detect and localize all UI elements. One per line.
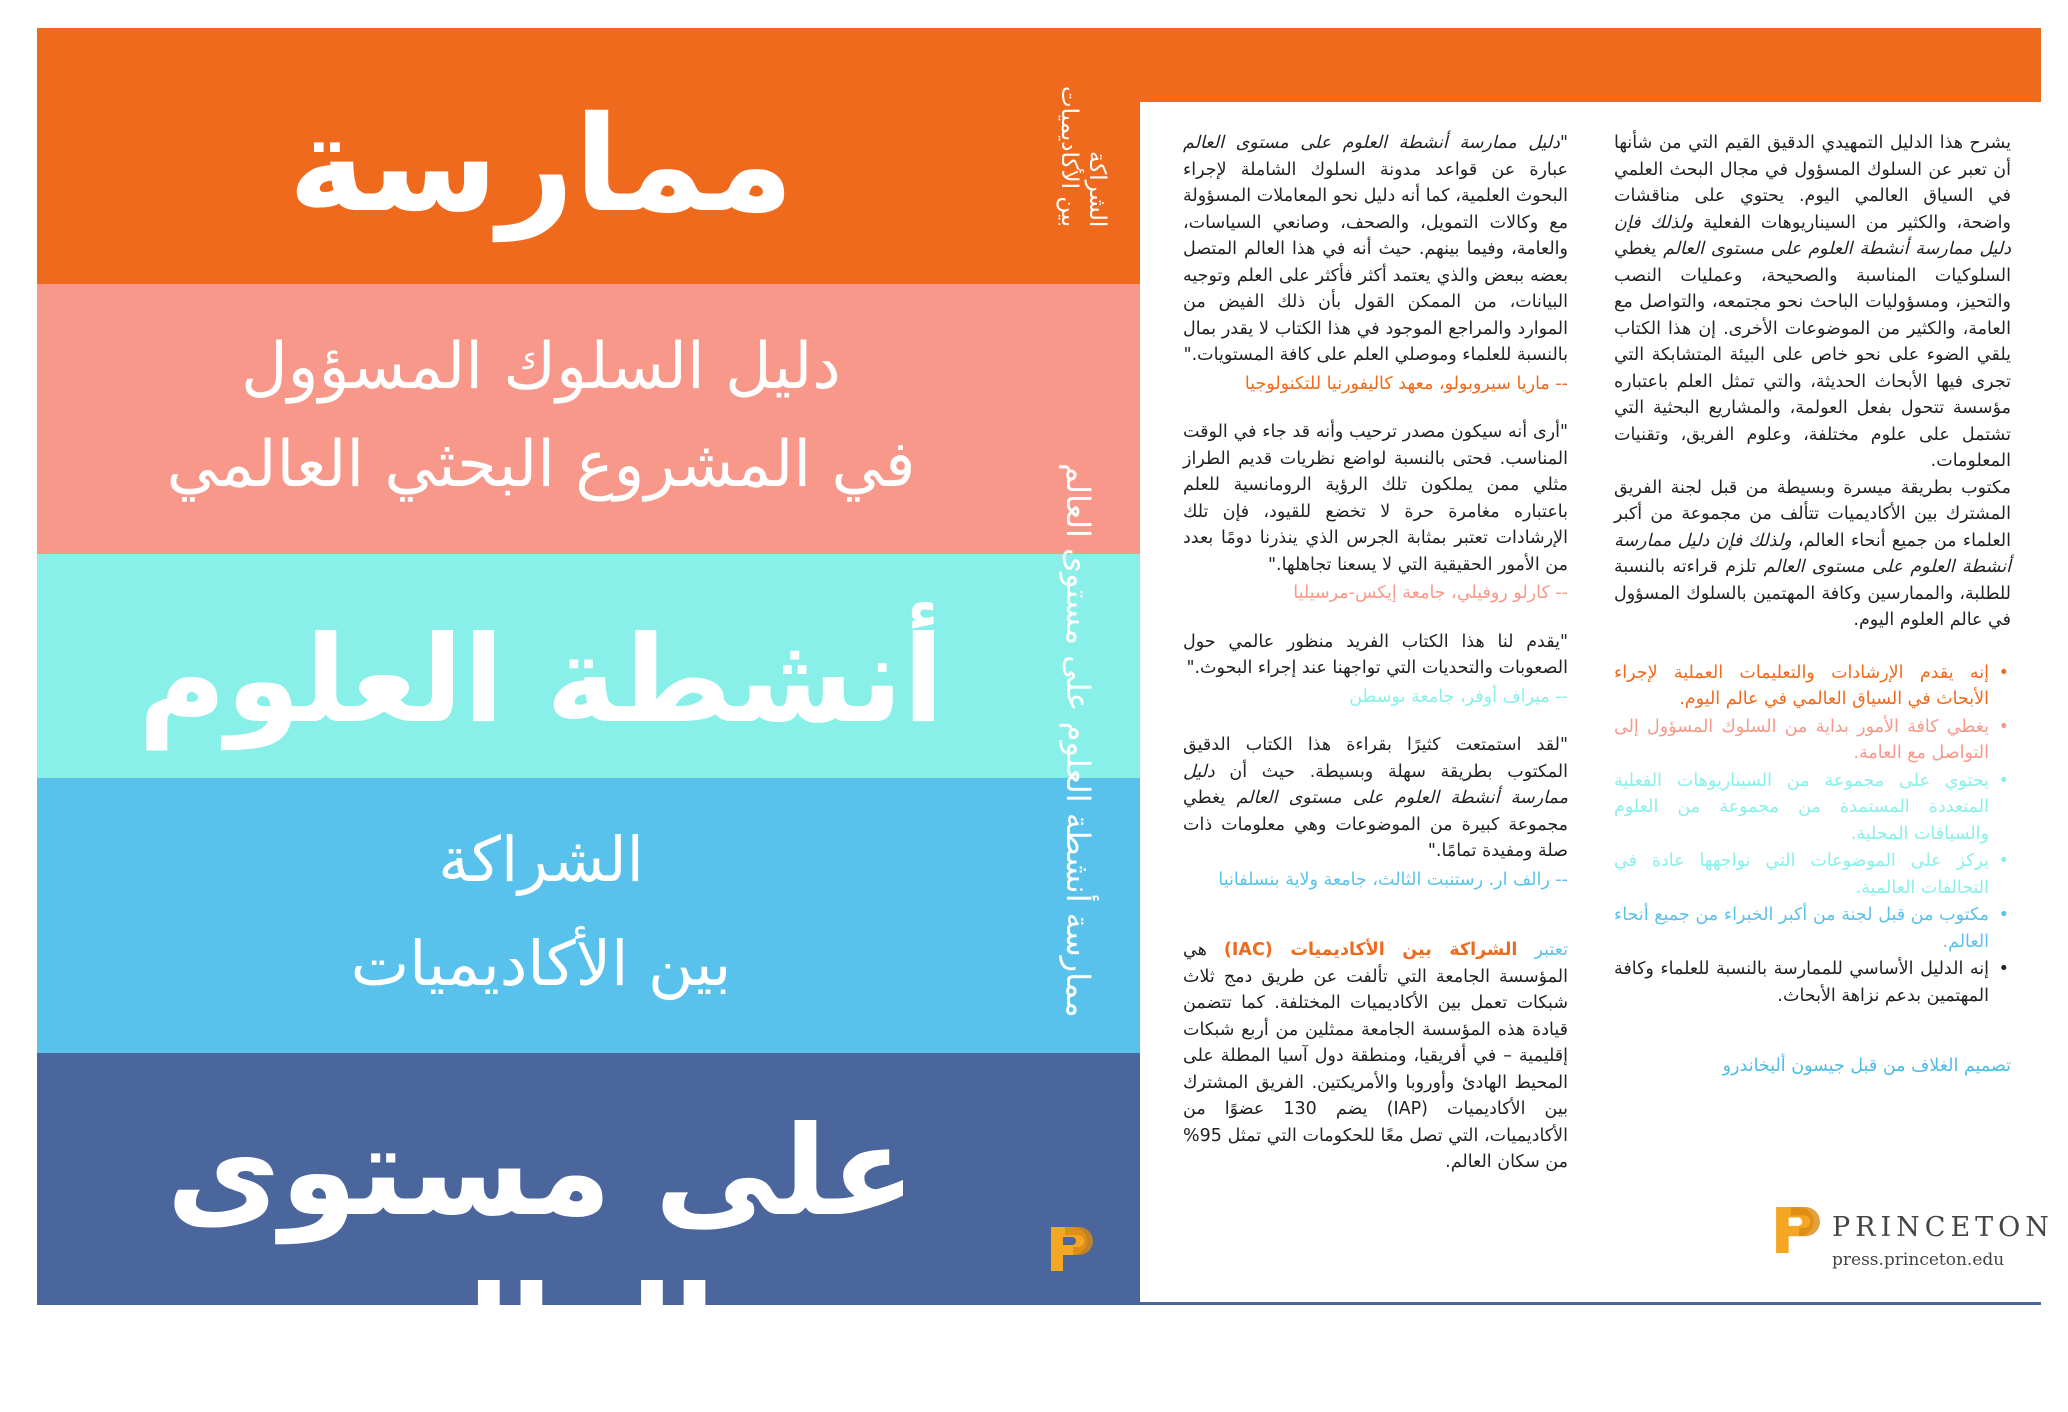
endorsement-2-text: "أرى أنه سيكون مصدر ترحيب وأنه قد جاء في الوقت المناسب. فحتى بالنسبة لواضع نظريات قديم الطراز مثلي ممن يملكون تلك الرؤية الرومانسية للعلم باعتباره مغامرة حرة لا تخضع للقيود، فإن تلك الإرشادات تعتبر بمثابة الجرس الذي ينذرنا دومًا بعدد من الأمور الحقيقية التي لا يسعنا تجاهلها." xyxy=(1183,422,1568,575)
feature-bullet-list xyxy=(1614,660,2011,1010)
committee-part-1: مكتوب بطريقة ميسرة وبسيطة من قبل لجنة الفريق المشترك بين الأكاديميات تتألف من مجموعة من أكبر العلماء من جميع أنحاء العالم، xyxy=(1614,477,2011,551)
description-part-1: يشرح هذا الدليل التمهيدي الدقيق القيم التي من شأنها أن تعبر عن السلوك المسؤول في مجال البحث العلمي في السياق العالمي اليوم. يحتوي على مناقشات واضحة، والكثير من السيناريوهات الفعلية xyxy=(1614,133,2011,233)
front-org-name xyxy=(37,808,1045,1016)
endorsement-4-text-1: "لقد استمتعت كثيرًا بقراءة هذا الكتاب الدقيق المكتوب بطريقة سهلة وبسيطة. حيث أن xyxy=(1183,735,1568,782)
endorsement-1-attribution: -- ماريا سيروبولو، معهد كاليفورنيا للتكنولوجيا xyxy=(1244,373,1568,394)
endorsement-1 xyxy=(1183,130,1568,397)
endorsement-4-text-2: يغطي مجموعة كبيرة من الموضوعات وهي معلومات ذات صلة ومفيدة تمامًا." xyxy=(1183,788,1568,861)
book-title-italic: ولذلك فإن دليل ممارسة أنشطة العلوم على مستوى العالم xyxy=(1614,212,2011,259)
endorsement-4 xyxy=(1183,732,1568,893)
feature-bullet-item: • يركز على الموضوعات التي نواجهها عادة في التحالفات العالمية. xyxy=(1614,848,2011,901)
front-subtitle-line-1: دليل السلوك المسؤول xyxy=(241,330,841,404)
feature-bullet-item: • مكتوب من قبل لجنة من أكبر الخبراء من جميع أنحاء العالم. xyxy=(1614,902,2011,955)
feature-bullet-item: • يغطي كافة الأمور بداية من السلوك المسؤول إلى التواصل مع العامة. xyxy=(1614,714,2011,767)
front-title-practice: ممارسة xyxy=(288,88,794,242)
front-org-line-1: الشراكة xyxy=(438,823,644,896)
endorsement-3-attribution: -- ميراف أوفر، جامعة بوسطن xyxy=(1349,686,1568,707)
publisher-url[interactable]: press.princeton.edu xyxy=(1832,1250,2005,1270)
committee-part-2: تلزم قراءته بالنسبة للطلبة، والممارسين وكافة المهتمين بالسلوك المسؤول في عالم العلوم اليوم. xyxy=(1614,557,2011,630)
description-column xyxy=(1614,130,2011,1080)
spine-org-line-1: الشراكة xyxy=(1084,150,1110,228)
front-title-global: على مستوى العالم xyxy=(166,1100,916,1404)
publisher-block xyxy=(1774,1204,2054,1284)
iac-description xyxy=(1183,937,1568,1176)
quote-mark: " xyxy=(1559,133,1568,153)
iac-name: الشراكة بين الأكاديميات (IAC) xyxy=(1223,940,1518,960)
endorsement-1-text: عبارة عن قواعد مدونة السلوك الشاملة لإجراء البحوث العلمية، كما أنه دليل نحو المعاملات المسؤولة مع وكالات التمويل، والصحف، وصانعي السياسات، والعامة، وفيما بينهم. حيث أنه في هذا العالم المتصل بعضه ببعض والذي يعتمد أكثر فأكثر على العلم وتوجيه البيانات، من الممكن القول بأن ذلك الفيض من الموارد والمراجع الموجود في هذا الكتاب لا يقدر بمال بالنسبة للعلماء وموصلي العلم على كافة المستويات." xyxy=(1183,159,1568,365)
cover-design-credit: تصميم الغلاف من قبل جيسون أليخاندرو xyxy=(1722,1056,2011,1076)
publisher-name: PRINCETON xyxy=(1832,1212,2054,1243)
spine-org-line-2: بين الأكاديميات xyxy=(1056,86,1082,228)
feature-bullet-item: • يحتوي على مجموعة من السيناريوهات الفعلية المتعددة المستمدة من مجموعة من العلوم والسياقات المحلية. xyxy=(1614,768,2011,848)
feature-bullet-item: • إنه الدليل الأساسي للممارسة بالنسبة للعلماء وكافة المهتمين بدعم نزاهة الأبحاث. xyxy=(1614,956,2011,1009)
spine-title: ممارسة أنشطة العلوم على مستوى العالم xyxy=(1059,463,1097,1018)
endorsement-4-book-title: دليل ممارسة أنشطة العلوم على مستوى العالم xyxy=(1183,761,1568,808)
book-title-italic-2: ولذلك فإن دليل ممارسة أنشطة العلوم على مستوى العالم xyxy=(1614,530,2011,577)
iac-prefix: تعتبر xyxy=(1534,940,1568,960)
description-text xyxy=(1614,130,2011,475)
endorsement-2 xyxy=(1183,419,1568,607)
feature-bullet-item: • إنه يقدم الإرشادات والتعليمات العملية لإجراء الأبحاث في السياق العالمي في عالم اليوم. xyxy=(1614,660,2011,713)
committee-text xyxy=(1614,475,2011,634)
endorsement-3 xyxy=(1183,629,1568,711)
endorsement-3-text: "يقدم لنا هذا الكتاب الفريد منظور عالمي حول الصعوبات والتحديات التي تواجهنا عند إجراء البحوث." xyxy=(1183,631,1568,678)
spine-org-text xyxy=(1055,86,1111,227)
front-subtitle-line-2: في المشروع البحثي العالمي xyxy=(166,428,916,502)
description-part-2: يغطي السلوكيات المناسبة والصحيحة، وعمليات النصب والتحيز، ومسؤوليات الباحث نحو مجتمعه، والتواصل مع العامة، والكثير من الموضوعات الأخرى. إن هذا الكتاب يلقي الضوء على نحو خاص على البيئة المتشابكة التي تجرى فيها الأبحاث الحديثة، والتي تمثل العلم باعتباره مؤسسة تتحول بفعل العولمة، والمشاريع البحثية التي تشتمل على علوم مختلفة، وعلوم الفريق، وتقنيات المعلومات. xyxy=(1614,239,2011,471)
front-subtitle xyxy=(37,318,1045,514)
princeton-p-logo-icon xyxy=(1774,1204,1820,1256)
spine-org-name xyxy=(1055,86,1110,246)
iac-text: هي المؤسسة الجامعة التي تألفت عن طريق دمج ثلاث شبكات تعمل بين الأكاديميات المختلفة. كما تتضمن قيادة هذه المؤسسة الجامعة ممثلين من أربع شبكات إقليمية – في أفريقيا، ومنطقة دول آسيا المطلة على المحيط الهادئ وأوروبا والأمريكتين. الفريق المشترك بين الأكاديميات (IAP) يضم 130 عضوًا من الأكاديميات، التي تصل معًا للحكومات التي تمثل 95% من سكان العالم. xyxy=(1183,940,1568,1172)
endorsement-1-book-title: دليل ممارسة أنشطة العلوم على مستوى العالم xyxy=(1183,133,1560,153)
spine-princeton-logo-icon xyxy=(1049,1225,1093,1273)
front-title-science: أنشطة العلوم xyxy=(138,611,944,750)
endorsements-column xyxy=(1183,130,1568,1198)
back-cover-panel xyxy=(1140,102,2054,1302)
endorsement-4-attribution: -- رالف ار. رستنبت الثالث، جامعة ولاية بنسلفانيا xyxy=(1218,869,1568,890)
book-cover xyxy=(37,28,2054,1404)
endorsement-2-attribution: -- كارلو روفيلي، جامعة إيكس-مرسيليا xyxy=(1293,583,1568,603)
front-org-line-2: بين الأكاديميات xyxy=(350,927,732,1000)
